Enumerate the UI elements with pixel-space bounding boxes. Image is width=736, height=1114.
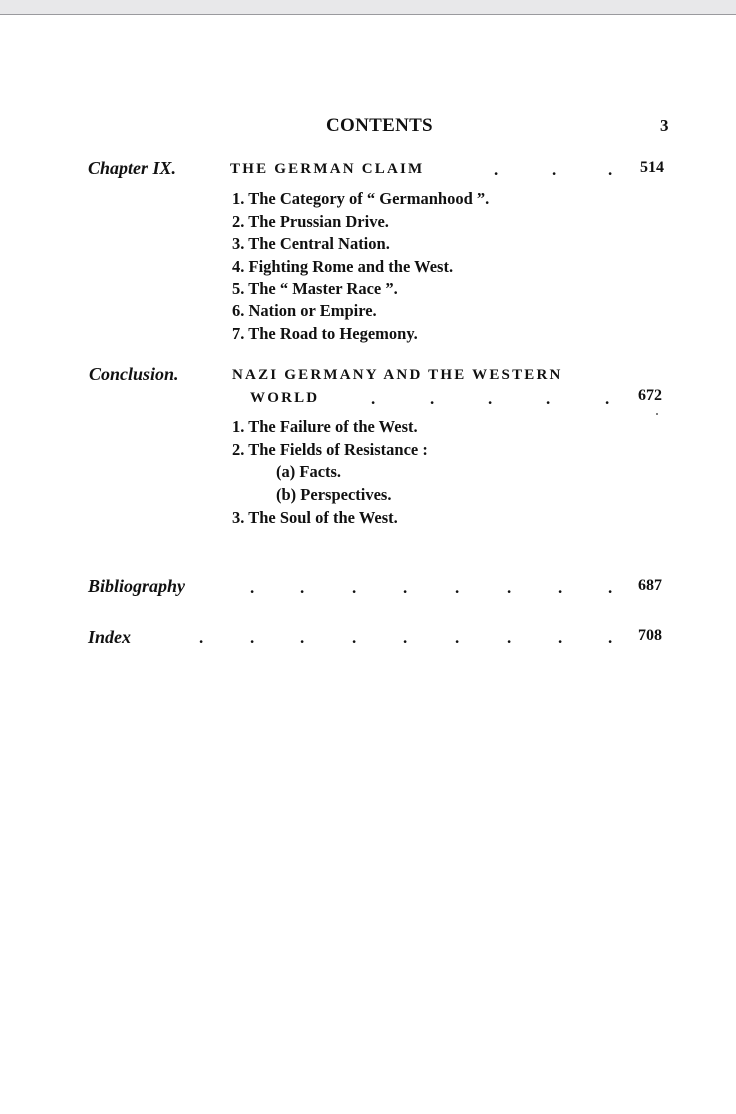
conclusion-subitem-a: (a) Facts.	[276, 462, 342, 481]
conclusion-subitem-b: (b) Perspectives.	[276, 485, 392, 504]
page-title: CONTENTS	[326, 115, 433, 136]
page-number: 3	[660, 116, 669, 135]
conclusion-label: Conclusion.	[89, 364, 179, 384]
conclusion-item-3: 3. The Soul of the West.	[232, 508, 398, 527]
chapter-ix-item-1: 1. The Category of “ Germanhood ”.	[232, 189, 490, 208]
conclusion-title-line1: NAZI GERMANY AND THE WESTERN	[232, 367, 563, 383]
conclusion-page: 672	[638, 387, 662, 404]
chapter-ix-item-6: 6. Nation or Empire.	[232, 301, 377, 320]
chapter-ix-item-7: 7. The Road to Hegemony.	[232, 324, 418, 343]
conclusion-item-2: 2. The Fields of Resistance :	[232, 440, 428, 459]
chapter-ix-item-3: 3. The Central Nation.	[232, 234, 390, 253]
viewer-toolbar	[0, 0, 736, 15]
chapter-ix-label: Chapter IX.	[88, 158, 177, 178]
chapter-ix-page: 514	[640, 159, 664, 176]
conclusion-item-1: 1. The Failure of the West.	[232, 417, 418, 436]
bibliography-label: Bibliography	[88, 576, 186, 596]
chapter-ix-item-4: 4. Fighting Rome and the West.	[232, 257, 454, 276]
chapter-ix-item-5: 5. The “ Master Race ”.	[232, 279, 398, 298]
bibliography-page: 687	[638, 577, 662, 594]
chapter-ix-item-2: 2. The Prussian Drive.	[232, 212, 389, 231]
print-speck	[656, 413, 658, 415]
conclusion-title-line2: WORLD	[250, 390, 320, 406]
index-page: 708	[638, 627, 662, 644]
chapter-ix-title: THE GERMAN CLAIM	[230, 161, 425, 177]
index-label: Index	[88, 627, 132, 647]
